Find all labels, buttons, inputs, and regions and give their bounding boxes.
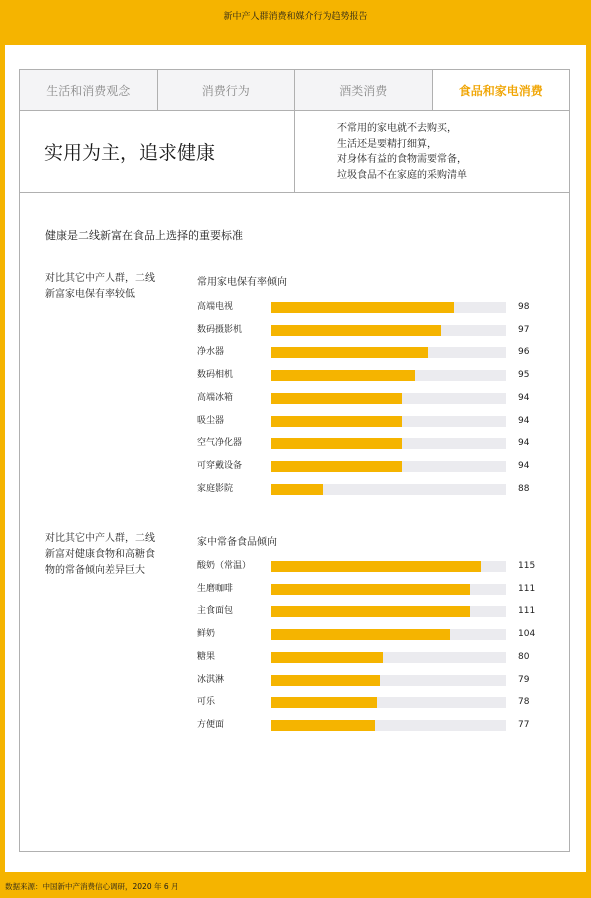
bar xyxy=(271,325,441,336)
appliance-side-note xyxy=(45,271,155,303)
bar-value-label: 94 xyxy=(518,460,530,471)
side-note-line: 新富对健康食物和高糖食 xyxy=(45,549,155,560)
bar-row xyxy=(195,718,565,732)
bar-row xyxy=(195,391,565,405)
bar-label: 空气净化器 xyxy=(197,438,243,449)
bar-label: 家庭影院 xyxy=(197,483,234,494)
food-side-note xyxy=(45,531,155,579)
bar-value-label: 95 xyxy=(518,370,530,381)
side-note-line: 对比其它中产人群，二线 xyxy=(45,533,155,544)
note-line: 不常用的家电就不去购买， xyxy=(337,123,457,134)
bar-value-label: 78 xyxy=(518,697,530,708)
bar-track xyxy=(271,561,506,572)
bar-label: 鲜奶 xyxy=(197,629,216,640)
bar xyxy=(271,606,470,617)
bar xyxy=(271,302,454,313)
bar-track xyxy=(271,461,506,472)
bar-value-label: 94 xyxy=(518,392,530,403)
bar-label: 可乐 xyxy=(197,697,216,708)
bar-label: 方便面 xyxy=(197,719,225,730)
bar-track xyxy=(271,484,506,495)
bar-track xyxy=(271,416,506,427)
bar xyxy=(271,347,428,358)
bar xyxy=(271,416,402,427)
bar-row xyxy=(195,414,565,428)
bar-value-label: 79 xyxy=(518,674,530,685)
bar-track xyxy=(271,606,506,617)
bar-value-label: 88 xyxy=(518,483,530,494)
section-title: 健康是二线新富在食品上选择的重要标准 xyxy=(45,229,243,242)
bar-track xyxy=(271,720,506,731)
bar-track xyxy=(271,438,506,449)
side-note-line: 对比其它中产人群，二线 xyxy=(45,273,155,284)
appliance-chart-title: 常用家电保有率倾向 xyxy=(197,277,287,288)
bar-row xyxy=(195,673,565,687)
bar-track xyxy=(271,325,506,336)
bar-track xyxy=(271,629,506,640)
tab-consumption-behavior[interactable]: 消费行为 xyxy=(158,70,296,110)
bar-label: 高端电视 xyxy=(197,302,234,312)
bar-row xyxy=(195,368,565,382)
bar xyxy=(271,370,415,381)
bar-value-label: 111 xyxy=(518,583,536,594)
bar xyxy=(271,697,377,708)
bar-value-label: 97 xyxy=(518,324,530,335)
bar xyxy=(271,584,470,595)
bar-value-label: 98 xyxy=(518,302,530,312)
food-chart-title: 家中常备食品倾向 xyxy=(197,537,277,548)
bar xyxy=(271,393,402,404)
report-title: 新中产人群消费和媒介行为趋势报告 xyxy=(223,12,368,22)
bar xyxy=(271,629,450,640)
note-line: 生活还是要精打细算， xyxy=(337,138,437,150)
bar xyxy=(271,484,323,495)
bar-label: 吸尘器 xyxy=(197,415,225,426)
bar-track xyxy=(271,302,506,313)
bar-track xyxy=(271,347,506,358)
bar-value-label: 115 xyxy=(518,561,536,571)
bar-track xyxy=(271,584,506,595)
bar xyxy=(271,720,375,731)
note-line: 垃圾食品不在家庭的采购清单 xyxy=(337,169,467,181)
bar-track xyxy=(271,675,506,686)
bar-value-label: 80 xyxy=(518,651,530,662)
data-source: 数据来源：中国新中产消费信心调研，2020 年 6 月 xyxy=(5,882,179,891)
side-note-line: 新富家电保有率较低 xyxy=(45,289,135,300)
bar-label: 酸奶（常温） xyxy=(197,561,252,571)
bar-track xyxy=(271,697,506,708)
bar-row xyxy=(195,482,565,496)
bar-row xyxy=(195,559,565,573)
bar-row xyxy=(195,627,565,641)
tab-alcohol[interactable]: 酒类消费 xyxy=(295,70,433,110)
headline-note xyxy=(337,121,467,183)
bar-row xyxy=(195,604,565,618)
bar-value-label: 94 xyxy=(518,438,530,449)
bar-track xyxy=(271,393,506,404)
bar-row xyxy=(195,459,565,473)
tab-food-appliances[interactable]: 食品和家电消费 xyxy=(433,70,570,110)
bar-row xyxy=(195,300,565,314)
bar-row xyxy=(195,650,565,664)
bar-track xyxy=(271,370,506,381)
bar-row xyxy=(195,436,565,450)
bar-value-label: 111 xyxy=(518,606,536,617)
content-frame xyxy=(19,69,570,852)
bar-value-label: 94 xyxy=(518,415,530,426)
note-line: 对身体有益的食物需要常备， xyxy=(337,154,467,165)
headline-row xyxy=(20,111,569,193)
bar-row xyxy=(195,323,565,337)
bar-value-label: 96 xyxy=(518,347,530,358)
bar xyxy=(271,461,402,472)
bar-label: 可穿戴设备 xyxy=(197,460,243,471)
side-note-line: 物的常备倾向差异巨大 xyxy=(45,565,145,576)
bar-label: 净水器 xyxy=(197,347,225,358)
bar-value-label: 104 xyxy=(518,629,536,640)
bar-label: 冰淇淋 xyxy=(197,674,225,685)
page-headline: 实用为主，追求健康 xyxy=(20,111,295,192)
bar-label: 数码相机 xyxy=(197,370,234,381)
bar-label: 高端冰箱 xyxy=(197,392,234,403)
bar-row xyxy=(195,582,565,596)
bar-row xyxy=(195,345,565,359)
bar-track xyxy=(271,652,506,663)
bar xyxy=(271,561,481,572)
bar-value-label: 77 xyxy=(518,719,530,730)
bar-label: 糖果 xyxy=(197,651,216,662)
tab-lifestyle[interactable]: 生活和消费观念 xyxy=(20,70,158,110)
bar xyxy=(271,652,383,663)
tab-bar xyxy=(20,70,569,111)
bar-label: 主食面包 xyxy=(197,606,234,617)
bar xyxy=(271,438,402,449)
bar-label: 生磨咖啡 xyxy=(197,583,234,594)
report-page xyxy=(5,45,586,872)
bar-row xyxy=(195,695,565,709)
bar-label: 数码摄影机 xyxy=(197,324,243,335)
bar xyxy=(271,675,380,686)
